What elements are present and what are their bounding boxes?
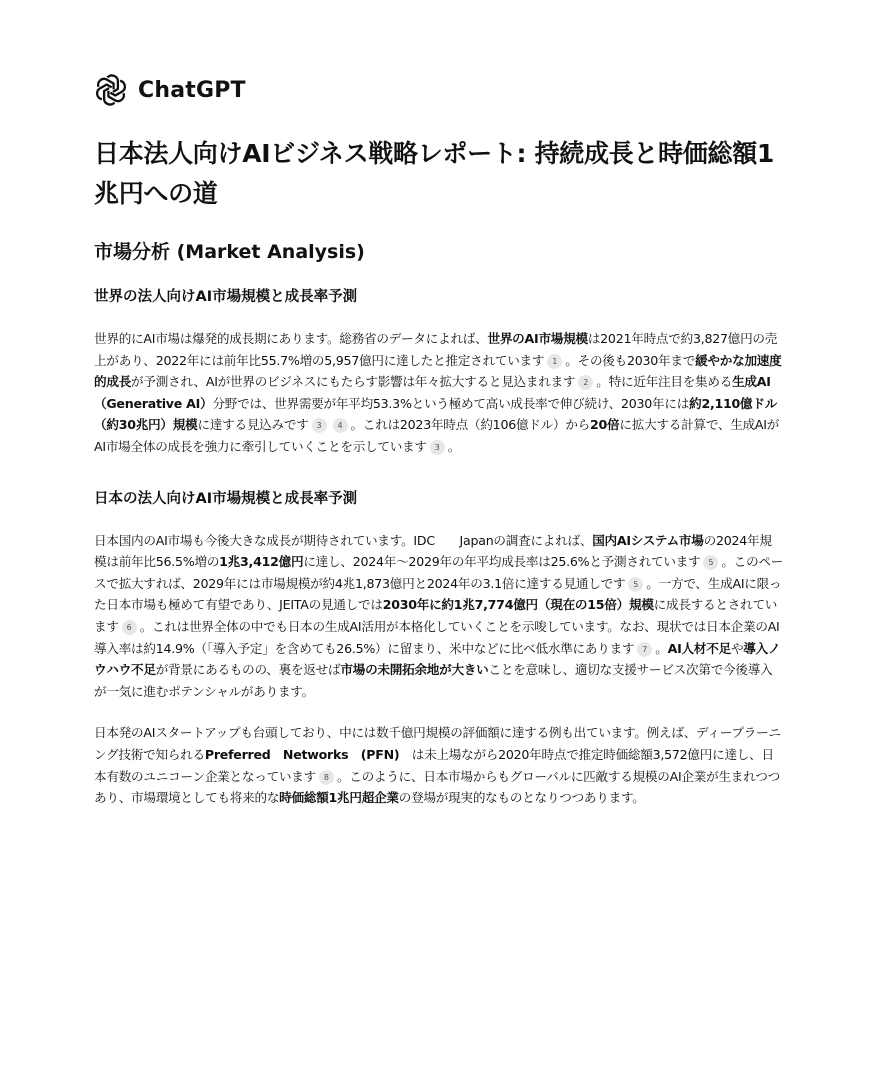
- citation-badge[interactable]: 3: [430, 440, 445, 455]
- citation-badge[interactable]: 5: [628, 577, 643, 592]
- document-title: 日本法人向けAIビジネス戦略レポート: 持続成長と時価総額1兆円への道: [94, 139, 774, 208]
- citation-badge[interactable]: 8: [319, 770, 334, 785]
- subsection-heading-global: 世界の法人向けAI市場規模と成長率予測: [94, 289, 358, 305]
- openai-logo-icon: [94, 73, 128, 107]
- brand-name: ChatGPT: [138, 77, 246, 103]
- citation-badge[interactable]: 1: [547, 354, 562, 369]
- subsection-heading-japan: 日本の法人向けAI市場規模と成長率予測: [94, 490, 358, 507]
- paragraph-japan-market: 日本国内のAI市場も今後大きな成長が期待されています。IDC Japanの調査によれば、国内AIシステム市場の2024年規模は前年比56.5%増の1兆3,412億円に達し、2024年〜2029年の年平均成長率は25.6%と予測されています 5 。このペースで拡大すれば、2029年には市場規模が約4兆1,873億円と2024年の3.1倍に達する見通しです 5 。一方で、生成AIに限った日本市場も極めて有望であり、JEITAの見通しでは2030年に約1兆7,774億円（現在の15倍）規模に成長するとされています 6 。これは世界全体の中でも日本の生成AI活用が本格化していくことを示唆しています。なお、現状では日本企業のAI導入率は約14.9%（「導入予定」を含めても26.5%）に留まり、米中などに比べ低水準にあります 7 。AI人材不足や導入ノウハウ不足が背景にあるものの、裏を返せば市場の未開拓余地が大きいことを意味し、適切な支援サービス次第で今後導入が一気に進むポテンシャルがあります。: [94, 532, 784, 699]
- citation-badge[interactable]: 4: [333, 418, 348, 433]
- citation-badge[interactable]: 6: [122, 620, 137, 635]
- document-page: [94, 72, 784, 809]
- section-heading: 市場分析 (Market Analysis): [94, 241, 365, 263]
- citation-badge[interactable]: 5: [703, 555, 718, 570]
- paragraph-global-market: 世界的にAI市場は爆発的成長期にあります。総務省のデータによれば、世界のAI市場規模は2021年時点で約3,827億円の売上があり、2022年には前年比55.7%増の5,957億円に達したと推定されています 1 。その後も2030年まで緩やかな加速度的成長が予測され、AIが世界のビジネスにもたらす影響は年々拡大すると見込まれます 2 。特に近年注目を集める生成AI（Generative AI）分野では、世界需要が年平均53.3%という極めて高い成長率で伸び続け、2030年には約2,110億ドル（約30兆円）規模に達する見込みです 3 4 。これは2023年時点（約106億ドル）から20倍に拡大する計算で、生成AIがAI市場全体の成長を強力に牽引していくことを示しています 3 。: [94, 331, 782, 454]
- citation-badge[interactable]: 3: [312, 418, 327, 433]
- brand-header: [94, 72, 784, 108]
- citation-badge[interactable]: 2: [578, 375, 593, 390]
- citation-badge[interactable]: 7: [637, 642, 652, 657]
- paragraph-japan-startups: 日本発のAIスタートアップも台頭しており、中には数千億円規模の評価額に達する例も出ています。例えば、ディープラーニング技術で知られるPreferred Networks (PFN) は未上場ながら2020年時点で推定時価総額3,572億円に達し、日本有数のユニコーン企業となっています 8 。このように、日本市場からもグローバルに匹敵する規模のAI企業が生まれつつあり、市場環境としても将来的な時価総額1兆円超企業の登場が現実的なものとなりつつあります。: [94, 725, 781, 806]
